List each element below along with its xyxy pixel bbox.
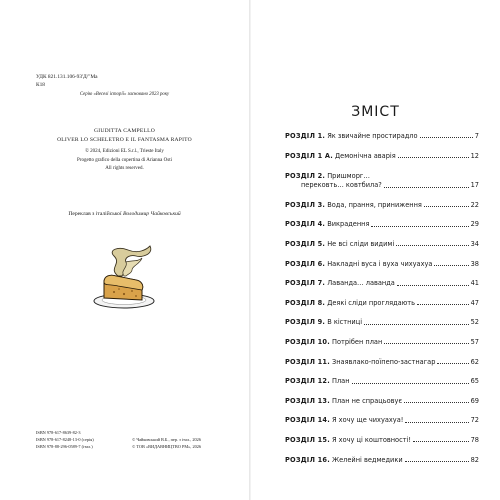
contents-entry <box>285 456 479 464</box>
imprint-page <box>0 0 249 500</box>
chapter-number: РОЗДІЛ 11. <box>285 357 330 366</box>
chapter-number: РОЗДІЛ 3. <box>285 200 326 209</box>
copyright-block <box>132 437 201 451</box>
contents-entry <box>285 397 479 405</box>
contents-entry-label <box>285 299 415 307</box>
isbn-line: ISBN 978-617-8639-82-3 <box>36 430 81 435</box>
chapter-number: РОЗДІЛ 5. <box>285 239 326 248</box>
page-number: 65 <box>470 377 479 386</box>
chapter-number: РОЗДІЛ 6. <box>285 259 326 268</box>
leader-dots <box>384 186 469 188</box>
page-number: 72 <box>470 416 479 425</box>
contents-entry <box>285 240 479 248</box>
contents-entry <box>285 220 479 228</box>
contents-entry <box>285 377 479 385</box>
chapter-number: РОЗДІЛ 13. <box>285 396 330 405</box>
contents-entry-label <box>285 220 369 228</box>
leader-dots <box>397 284 469 286</box>
chapter-title: План <box>329 377 350 386</box>
contents-entry-continuation <box>285 181 479 189</box>
isbn-line: ISBN 978-617-8248-13-0 (серія) <box>36 436 94 442</box>
contents-page <box>251 0 500 500</box>
leader-dots <box>364 323 469 325</box>
chapter-title: Лаванда… лаванда <box>325 279 395 288</box>
leader-dots <box>405 421 468 423</box>
leader-dots <box>384 342 468 344</box>
rights-line: All rights reserved. <box>105 166 144 171</box>
leader-dots <box>420 136 473 138</box>
contents-entry-label <box>285 240 394 248</box>
contents-entry-label <box>285 132 418 140</box>
chapter-number: РОЗДІЛ 12. <box>285 377 330 386</box>
contents-entry-label <box>285 436 411 444</box>
leader-dots <box>434 264 468 266</box>
chapter-number: РОЗДІЛ 8. <box>285 298 326 307</box>
contents-entry <box>285 338 479 346</box>
contents-entry-label <box>285 416 403 424</box>
leader-dots <box>437 362 468 364</box>
chapter-number: РОЗДІЛ 14. <box>285 416 330 425</box>
contents-entry <box>285 279 479 287</box>
chapter-title: Пришморг… <box>325 172 370 181</box>
contents-entry-label <box>285 318 362 326</box>
chapter-number: РОЗДІЛ 10. <box>285 337 330 346</box>
chapter-number: РОЗДІЛ 16. <box>285 455 330 464</box>
chapter-number: РОЗДІЛ 15. <box>285 435 330 444</box>
chapter-title: Знаявлако-поїпепо-застнагар <box>329 357 436 366</box>
page-number: 17 <box>470 181 479 190</box>
page-number: 22 <box>470 200 479 209</box>
chapter-number: РОЗДІЛ 9. <box>285 318 326 327</box>
chapter-title: Демонічна аварія <box>332 151 396 160</box>
chapter-title: Накладні вуса і вуха чихуахуа <box>325 259 433 268</box>
page-number: 38 <box>470 259 479 268</box>
credits-block <box>0 127 249 174</box>
contents-entry-label <box>285 152 396 160</box>
page-number: 69 <box>470 396 479 405</box>
chapter-number: РОЗДІЛ 4. <box>285 220 326 229</box>
leader-dots <box>396 244 468 246</box>
copyright-line: © ТОВ «ВИДАВНИЦТВО РМ», 2026 <box>132 443 202 449</box>
isbn-line: ISBN 978-88-296-0589-7 (італ.) <box>36 443 93 449</box>
leader-dots <box>352 382 469 384</box>
leader-dots <box>405 460 469 462</box>
page-number: 29 <box>470 220 479 229</box>
translator-name: Володимир Чайковський <box>122 211 181 217</box>
chapter-title: Желейні ведмедики <box>329 455 403 464</box>
contents-entry-label <box>285 377 350 385</box>
translator-prefix: Переклав з італійської <box>68 211 122 217</box>
chapter-number: РОЗДІЛ 1 А. <box>285 151 333 160</box>
chapter-title: Потрібен план <box>329 337 383 346</box>
contents-entry <box>285 201 479 209</box>
page-number: 7 <box>474 132 479 140</box>
chapter-title: Не всі сліди видимі <box>325 239 395 248</box>
contents-entry-label <box>285 397 402 405</box>
contents-entry-label <box>285 201 422 209</box>
page-number: 78 <box>470 435 479 444</box>
chapter-title-continued: перековть… ковтбила? <box>301 181 382 190</box>
rights-line: © 2024, Edizioni EL S.r.l., Trieste Italy <box>85 149 164 154</box>
page-number: 12 <box>470 151 479 160</box>
contents-entry-label <box>285 358 435 366</box>
page-number: 34 <box>470 239 479 248</box>
chapter-title: В кістниці <box>325 318 363 327</box>
udk-block <box>36 73 98 89</box>
leader-dots <box>413 440 469 442</box>
contents-title: ЗМІСТ <box>351 104 400 120</box>
author-name: GIUDITTA CAMPELLO <box>94 128 155 134</box>
page-number: 82 <box>470 455 479 464</box>
contents-entry <box>285 132 479 140</box>
udk-code: УДК 821.131.106-93'Д/"Ма <box>36 74 98 80</box>
chapter-number: РОЗДІЛ 2. <box>285 172 326 181</box>
leader-dots <box>424 205 469 207</box>
contents-entry <box>285 318 479 326</box>
chapter-title: Вода, прання, приниження <box>325 200 422 209</box>
chapter-title: Як звичайне простирадло <box>325 132 418 140</box>
leader-dots <box>371 225 468 227</box>
original-title: OLIVER LO SCHELETRO E IL FANTASMA RAPITO <box>57 136 192 143</box>
chapter-number: РОЗДІЛ 7. <box>285 279 326 288</box>
chapter-title: План не спрацьовує <box>329 396 403 405</box>
isbn-block <box>36 430 94 450</box>
contents-entry-label <box>285 456 403 464</box>
chapter-title: Викрадення <box>325 220 370 229</box>
contents-entry <box>285 260 479 268</box>
contents-entry <box>285 436 479 444</box>
udk-author-mark: К18 <box>36 82 45 88</box>
series-note: Серію «Веселі історії» засновано 2023 року <box>79 92 170 97</box>
page-number: 52 <box>470 318 479 327</box>
chapter-title: Деякі сліди проглядають <box>325 298 415 307</box>
copyright-line: © Чайковський В.Б., пер. з італ., 2026 <box>132 437 201 442</box>
contents-entry-label <box>285 279 395 287</box>
leader-dots <box>404 401 469 403</box>
translator-line <box>0 211 249 217</box>
contents-entry <box>285 152 479 160</box>
contents-entry-label <box>285 338 382 346</box>
chapter-title: Я хочу ще чихуахуа! <box>329 416 404 425</box>
contents-entry <box>285 299 479 307</box>
leader-dots <box>398 156 469 158</box>
bread-slice-illustration <box>88 238 168 318</box>
page-number: 62 <box>470 357 479 366</box>
chapter-number: РОЗДІЛ 1. <box>285 132 326 140</box>
contents-entry <box>285 416 479 424</box>
leader-dots <box>417 303 469 305</box>
contents-entry <box>285 358 479 366</box>
rights-line: Progetto grafico della copertina di Arianna Osti <box>77 157 172 163</box>
page-number: 41 <box>470 279 479 288</box>
contents-entry-label <box>285 260 432 268</box>
chapter-title: Я хочу ці коштовності! <box>329 435 412 444</box>
page-number: 47 <box>470 298 479 307</box>
page-number: 57 <box>470 337 479 346</box>
